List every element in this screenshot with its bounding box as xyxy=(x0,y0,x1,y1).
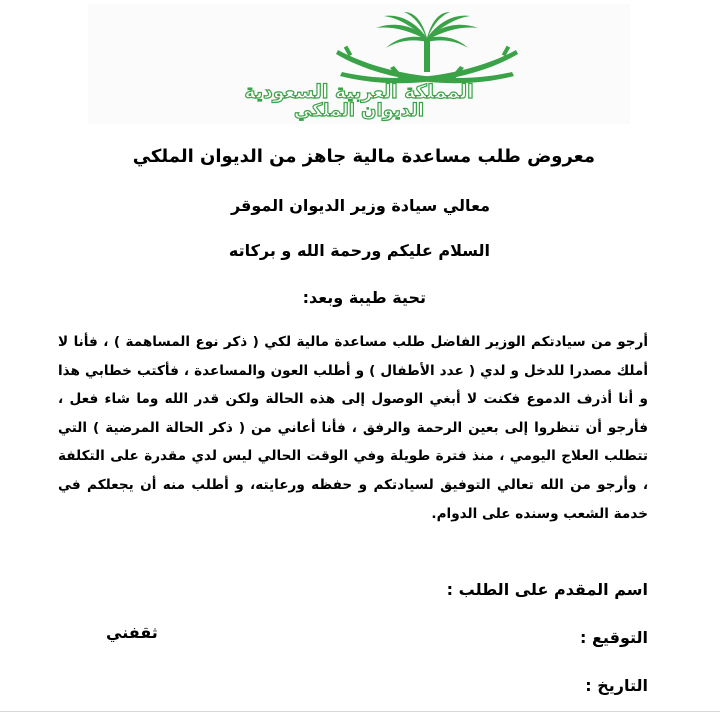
signature-value: ثقفني xyxy=(106,623,158,642)
page-bottom-divider xyxy=(0,711,720,712)
saudi-emblem-icon xyxy=(332,12,522,88)
addressee: معالي سيادة وزير الديوان الموقر xyxy=(230,196,490,215)
letter-title: معروض طلب مساعدة مالية جاهز من الديوان الملكي xyxy=(132,146,595,167)
intro-line: تحية طيبة وبعد: xyxy=(302,288,426,307)
date-label: التاريخ : xyxy=(585,676,648,695)
royal-court-name: الديوان الملكي xyxy=(293,100,425,121)
letter-body: أرجو من سيادتكم الوزير الفاضل طلب مساعدة مالية لكي ( ذكر نوع المساهمة ) ، فأنا لا أملك مصدرا للدخل و لدي ( عدد الأطفال ) و أطلب العون والمساعدة ، فأكتب خطابي هذا و أنا أذرف الدموع فكنت لا أبغي الوصول إلى هذه الحالة ولكن قدر الله وما شاء فعل ، فأرجو أن تنظروا إلى بعين الرحمة والرفق ، فأنا أعاني من ( ذكر الحالة المرضية ) التي تتطلب العلاج اليومي ، منذ فترة طويلة وفي الوقت الحالي ليس لدي مقدرة على التكلفة ، وأرجو من الله تعالي التوفيق لسيادتكم و حفظه ورعايته، و أطلب منه أن يجعلكم في خدمة الشعب وسنده على الدوام. xyxy=(58,334,648,522)
letterhead xyxy=(88,4,630,124)
greeting: السلام عليكم ورحمة الله و بركاته xyxy=(228,241,490,260)
kingdom-name: المملكة العربية السعودية xyxy=(244,81,474,103)
applicant-name-label: اسم المقدم على الطلب : xyxy=(446,580,648,599)
signature-label: التوقيع : xyxy=(580,628,648,647)
